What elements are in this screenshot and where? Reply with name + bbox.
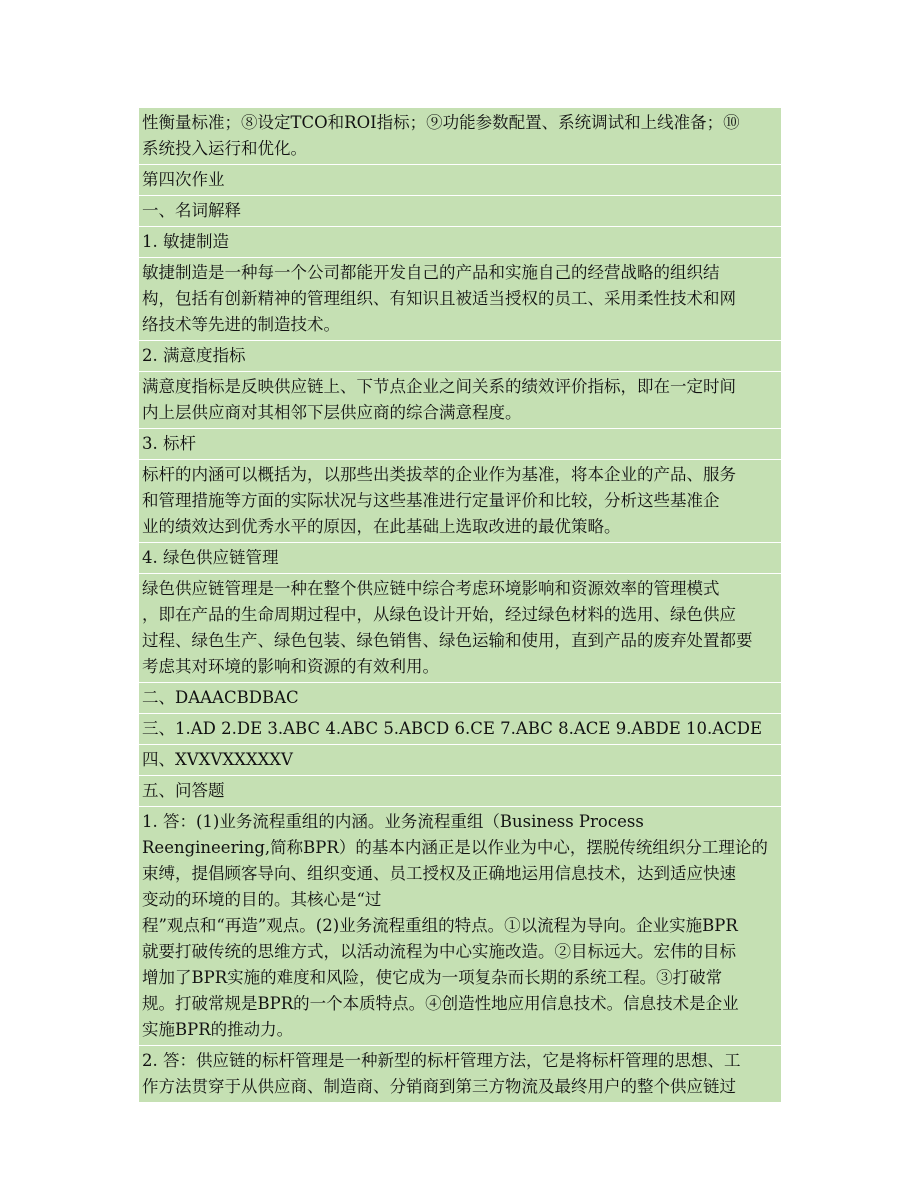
- text-block: [139, 341, 781, 372]
- text-line: 束缚，提倡顾客导向、组织变通、员工授权及正确地运用信息技术，达到适应快速: [142, 864, 736, 883]
- text-block: [139, 227, 781, 258]
- text-block: [139, 460, 781, 543]
- text-line: 2. 答：供应链的标杆管理是一种新型的标杆管理方法，它是将标杆管理的思想、工: [142, 1051, 741, 1070]
- text-line: 构，包括有创新精神的管理组织、有知识且被适当授权的员工、采用柔性技术和网: [142, 289, 736, 308]
- text-line: 考虑其对环境的影响和资源的有效利用。: [142, 657, 439, 676]
- text-line: 程”观点和“再造”观点。(2)业务流程重组的特点。①以流程为导向。企业实施BPR: [142, 916, 738, 935]
- text-line: 过程、绿色生产、绿色包装、绿色销售、绿色运输和使用，直到产品的废弃处置都要: [142, 631, 753, 650]
- text-line: 四、XVXVXXXXXV: [142, 750, 293, 769]
- text-line: 三、1.AD 2.DE 3.ABC 4.ABC 5.ABCD 6.CE 7.ABC 8.ACE 9.ABDE 10.ACDE: [142, 719, 763, 738]
- text-line: 五、问答题: [142, 781, 225, 800]
- text-line: 二、DAAACBDBAC: [142, 688, 299, 707]
- text-line: 标杆的内涵可以概括为，以那些出类拔萃的企业作为基准，将本企业的产品、服务: [142, 465, 736, 484]
- text-line: 第四次作业: [142, 170, 225, 189]
- text-line: 规。打破常规是BPR的一个本质特点。④创造性地应用信息技术。信息技术是企业: [142, 994, 739, 1013]
- text-line: 系统投入运行和优化。: [142, 139, 307, 158]
- text-line: 4. 绿色供应链管理: [142, 548, 279, 567]
- text-block: [139, 574, 781, 683]
- text-line: 和管理措施等方面的实际状况与这些基准进行定量评价和比较，分析这些基准企: [142, 491, 720, 510]
- text-line: 实施BPR的推动力。: [142, 1020, 294, 1039]
- text-block: [139, 1046, 781, 1103]
- text-line: 变动的环境的目的。其核心是“过: [142, 890, 382, 909]
- text-block: [139, 776, 781, 807]
- text-line: 业的绩效达到优秀水平的原因，在此基础上选取改进的最优策略。: [142, 517, 621, 536]
- text-block: [139, 714, 781, 745]
- text-line: Reengineering,简称BPR）的基本内涵正是以作业为中心，摆脱传统组织分工理论的: [142, 838, 768, 857]
- text-line: 性衡量标准；⑧设定TCO和ROI指标；⑨功能参数配置、系统调试和上线准备；⑩: [142, 113, 740, 132]
- text-line: 1. 敏捷制造: [142, 232, 229, 251]
- text-block: [139, 683, 781, 714]
- text-block: [139, 196, 781, 227]
- text-line: 敏捷制造是一种每一个公司都能开发自己的产品和实施自己的经营战略的组织结: [142, 263, 720, 282]
- text-line: 内上层供应商对其相邻下层供应商的综合满意程度。: [142, 403, 522, 422]
- text-line: 增加了BPR实施的难度和风险，使它成为一项复杂而长期的系统工程。③打破常: [142, 968, 723, 987]
- text-block: [139, 258, 781, 341]
- text-line: 满意度指标是反映供应链上、下节点企业之间关系的绩效评价指标，即在一定时间: [142, 377, 736, 396]
- text-line: 2. 满意度指标: [142, 346, 246, 365]
- text-block: [139, 807, 781, 1046]
- text-block: [139, 165, 781, 196]
- text-block: [139, 543, 781, 574]
- text-line: 作方法贯穿于从供应商、制造商、分销商到第三方物流及最终用户的整个供应链过: [142, 1077, 736, 1096]
- text-block: [139, 429, 781, 460]
- text-block: [139, 745, 781, 776]
- document-page: [139, 108, 781, 1103]
- text-line: 络技术等先进的制造技术。: [142, 315, 340, 334]
- text-line: 一、名词解释: [142, 201, 241, 220]
- text-block: [139, 108, 781, 165]
- text-line: 就要打破传统的思维方式，以活动流程为中心实施改造。②目标远大。宏伟的目标: [142, 942, 736, 961]
- text-line: 绿色供应链管理是一种在整个供应链中综合考虑环境影响和资源效率的管理模式: [142, 579, 720, 598]
- text-line: ，即在产品的生命周期过程中，从绿色设计开始，经过绿色材料的选用、绿色供应: [142, 605, 736, 624]
- text-line: 1. 答：(1)业务流程重组的内涵。业务流程重组（Business Process: [142, 812, 644, 831]
- text-line: 3. 标杆: [142, 434, 196, 453]
- text-block: [139, 372, 781, 429]
